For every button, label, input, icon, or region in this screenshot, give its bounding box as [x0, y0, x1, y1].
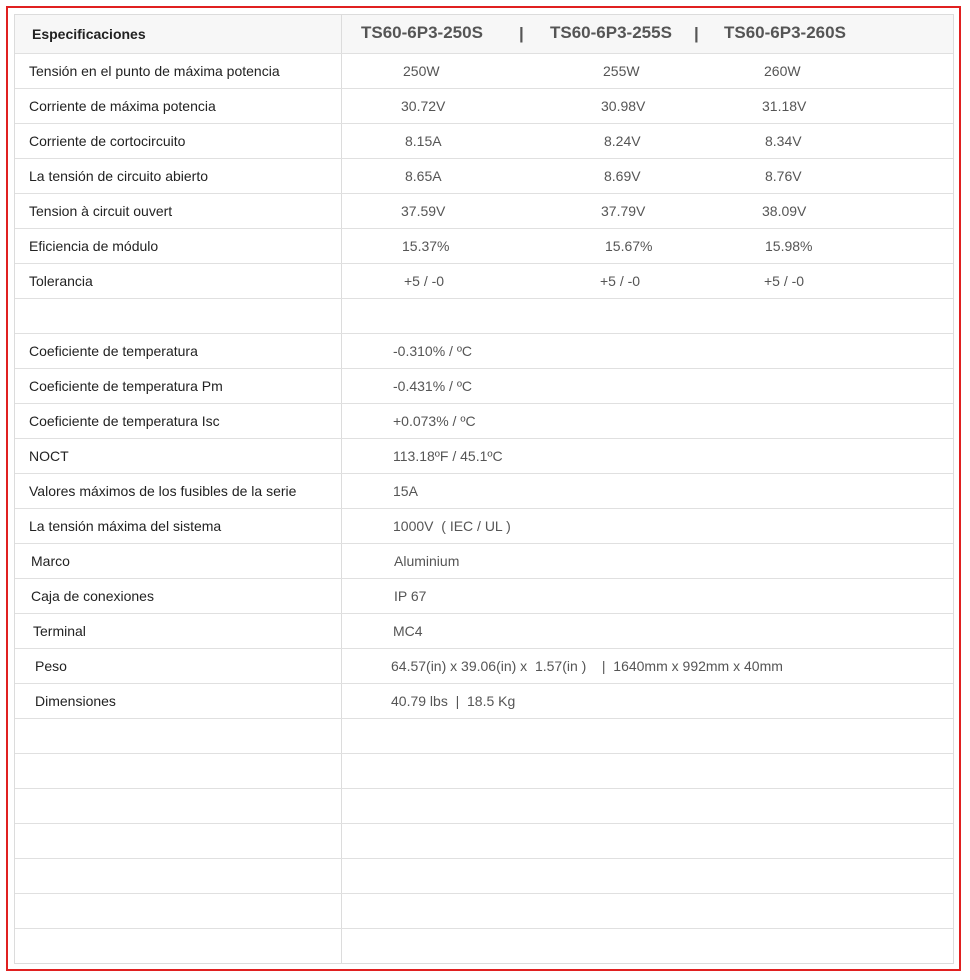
model-header-255: TS60-6P3-255S — [550, 23, 672, 42]
value-260: 38.09V — [762, 203, 807, 219]
table-row — [15, 683, 953, 718]
row-value: +0.073% / ºC — [393, 413, 476, 429]
row-value: 1000V ( IEC / UL ) — [393, 518, 511, 534]
model-header-260: TS60-6P3-260S — [724, 23, 846, 42]
model-header-250: TS60-6P3-250S — [361, 23, 483, 42]
row-label: Tolerancia — [15, 264, 342, 298]
empty-row — [15, 858, 953, 893]
value-255: +5 / -0 — [600, 273, 641, 289]
row-value: 40.79 lbs | 18.5 Kg — [391, 693, 516, 709]
table-row — [15, 578, 953, 613]
row-label: NOCT — [15, 439, 342, 473]
row-value: Aluminium — [394, 553, 460, 569]
row-value: IP 67 — [394, 588, 427, 604]
empty-row — [15, 893, 953, 928]
empty-row — [15, 298, 953, 333]
row-value: 113.18ºF / 45.1ºC — [393, 448, 503, 464]
table-row — [15, 88, 953, 123]
row-label: Coeficiente de temperatura Isc — [15, 404, 342, 438]
row-value: -0.431% / ºC — [393, 378, 473, 394]
row-value: 15A — [393, 483, 418, 499]
value-250: 8.65A — [405, 168, 442, 184]
empty-label-cell — [15, 929, 342, 963]
empty-row — [15, 753, 953, 788]
value-255: 8.69V — [604, 168, 641, 184]
value-250: 15.37% — [402, 238, 450, 254]
header-row — [15, 15, 953, 53]
table-row — [15, 438, 953, 473]
table-row — [15, 193, 953, 228]
row-label: Tensión en el punto de máxima potencia — [15, 54, 342, 88]
table-row — [15, 543, 953, 578]
value-255: 30.98V — [601, 98, 646, 114]
value-250: 30.72V — [401, 98, 446, 114]
row-label: Peso — [15, 649, 342, 683]
row-value: MC4 — [393, 623, 423, 639]
value-260: +5 / -0 — [764, 273, 805, 289]
empty-row — [15, 928, 953, 963]
table-row — [15, 228, 953, 263]
table-row — [15, 158, 953, 193]
row-label: Marco — [15, 544, 342, 578]
table-row — [15, 263, 953, 298]
value-250: 37.59V — [401, 203, 446, 219]
table-row — [15, 403, 953, 438]
row-value: 64.57(in) x 39.06(in) x 1.57(in ) | 1640mm x 992mm x 40mm — [391, 658, 783, 674]
value-255: 37.79V — [601, 203, 646, 219]
table-row — [15, 473, 953, 508]
header-separator-1: | — [519, 24, 524, 43]
empty-row — [15, 788, 953, 823]
empty-row — [15, 823, 953, 858]
value-250: 250W — [403, 63, 440, 79]
row-label: Tension à circuit ouvert — [15, 194, 342, 228]
header-separator-2: | — [694, 24, 699, 43]
table-row — [15, 368, 953, 403]
value-255: 8.24V — [604, 133, 641, 149]
value-260: 260W — [764, 63, 801, 79]
table-row — [15, 53, 953, 88]
row-label: La tensión máxima del sistema — [15, 509, 342, 543]
row-label: Dimensiones — [15, 684, 342, 718]
empty-label-cell — [15, 754, 342, 788]
row-label: Corriente de cortocircuito — [15, 124, 342, 158]
row-value: -0.310% / ºC — [393, 343, 473, 359]
value-260: 8.76V — [765, 168, 802, 184]
row-label: Valores máximos de los fusibles de la serie — [15, 474, 342, 508]
row-label: Eficiencia de módulo — [15, 229, 342, 263]
table-row — [15, 508, 953, 543]
empty-label-cell — [15, 859, 342, 893]
empty-label-cell — [15, 299, 342, 333]
table-row — [15, 123, 953, 158]
value-255: 15.67% — [605, 238, 653, 254]
empty-label-cell — [15, 824, 342, 858]
specifications-table — [14, 14, 954, 964]
row-label: Caja de conexiones — [15, 579, 342, 613]
row-label: Coeficiente de temperatura — [15, 334, 342, 368]
row-label: Coeficiente de temperatura Pm — [15, 369, 342, 403]
value-260: 15.98% — [765, 238, 813, 254]
value-260: 31.18V — [762, 98, 807, 114]
value-255: 255W — [603, 63, 640, 79]
row-label: Corriente de máxima potencia — [15, 89, 342, 123]
table-row — [15, 648, 953, 683]
table-row — [15, 613, 953, 648]
row-label: La tensión de circuito abierto — [15, 159, 342, 193]
spec-header-label: Especificaciones — [15, 15, 342, 53]
value-260: 8.34V — [765, 133, 802, 149]
empty-row — [15, 718, 953, 753]
value-250: 8.15A — [405, 133, 442, 149]
empty-label-cell — [15, 789, 342, 823]
table-row — [15, 333, 953, 368]
row-label: Terminal — [15, 614, 342, 648]
value-250: +5 / -0 — [404, 273, 445, 289]
empty-label-cell — [15, 894, 342, 928]
empty-label-cell — [15, 719, 342, 753]
